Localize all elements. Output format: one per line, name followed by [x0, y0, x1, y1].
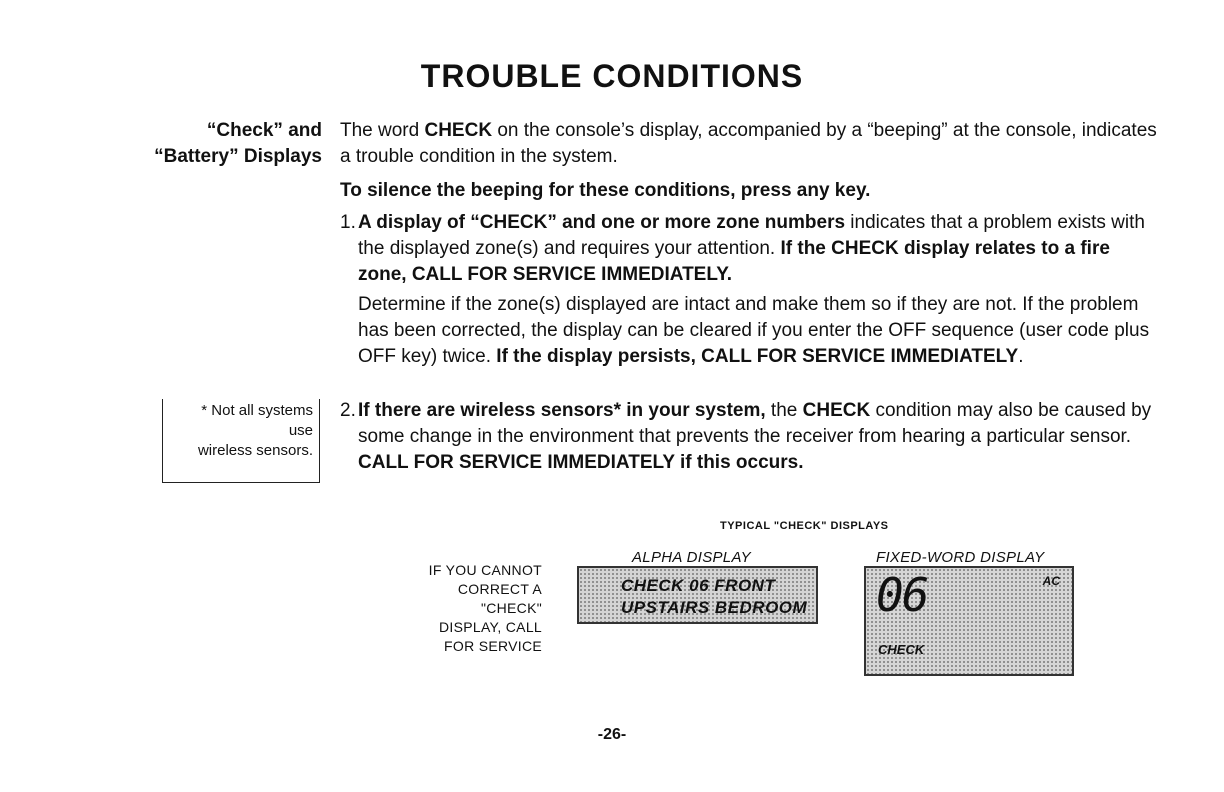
alpha-display-line-2: UPSTAIRS BEDROOM: [621, 598, 808, 617]
item2-bold-2: CHECK: [802, 400, 871, 421]
list-item-1-paragraph-2: [340, 292, 1162, 370]
footnote-line-2: use: [288, 422, 313, 439]
fixed-word-display-label: FIXED-WORD DISPLAY: [876, 549, 1045, 566]
page-title: TROUBLE CONDITIONS: [420, 58, 804, 94]
item1-p2-text-1: Determine if the zone(s) displayed are intact and make them so if they are not. If the problem has been corrected, the display can be cleared if you enter the OFF sequence (user code plus OFF key) twice.: [358, 294, 1150, 367]
cannot-correct-line-3: "CHECK": [480, 600, 542, 616]
list-item-1: [340, 210, 1162, 288]
section-heading: [90, 118, 322, 170]
item1-p2-bold: If the display persists, CALL FOR SERVICE IMMEDIATELY: [496, 346, 1019, 367]
item1-bold-1: A display of “CHECK” and one or more zone numbers: [358, 212, 846, 233]
footnote-line-1: * Not all systems: [201, 402, 313, 419]
intro-text-1: The word: [340, 120, 425, 141]
item2-text-1: the: [765, 400, 803, 421]
list-item-1-number: 1.: [340, 212, 356, 233]
fixed-display-check-indicator: CHECK: [878, 642, 925, 657]
intro-bold-check: CHECK: [424, 120, 493, 141]
section-heading-line-2: “Battery” Displays: [154, 146, 322, 167]
item1-text-1: indicates that a problem exists with the displayed zone(s) and requires your attention.: [358, 212, 1145, 259]
cannot-correct-line-5: FOR SERVICE: [444, 638, 542, 654]
silence-instruction: To silence the beeping for these conditions, press any key.: [340, 180, 871, 201]
list-item-2: [340, 398, 1162, 476]
item2-bold-3: CALL FOR SERVICE IMMEDIATELY if this occurs.: [358, 452, 804, 473]
footnote-box: [162, 399, 320, 483]
typical-displays-heading: TYPICAL "CHECK" DISPLAYS: [720, 520, 889, 532]
cannot-correct-line-2: CORRECT A: [457, 581, 542, 597]
item2-bold-1: If there are wireless sensors* in your system,: [358, 400, 766, 421]
footnote-line-3: wireless sensors.: [197, 442, 313, 459]
fixed-display-zone-number: 06: [876, 568, 928, 622]
list-item-1-continuation: [340, 292, 1162, 370]
intro-paragraph: [340, 118, 1162, 170]
list-item-2-number: 2.: [340, 400, 356, 421]
cannot-correct-line-1: IF YOU CANNOT: [428, 562, 542, 578]
item2-text-2: condition may also be caused by some change in the environment that prevents the receiver from hearing a particular sensor.: [358, 400, 1152, 447]
fixed-word-display-panel: [864, 566, 1074, 676]
fixed-display-ac-indicator: AC: [1042, 574, 1060, 588]
alpha-display-panel: [577, 566, 818, 624]
list-item-1-paragraph: [340, 210, 1162, 288]
cannot-correct-note: [384, 561, 542, 656]
page-number: -26-: [597, 726, 627, 743]
item1-bold-2: If the CHECK display relates to a fire zone, CALL FOR SERVICE IMMEDIATELY.: [358, 238, 1110, 285]
list-item-2-paragraph: [340, 398, 1162, 476]
alpha-display-line-1: CHECK 06 FRONT: [621, 576, 776, 595]
intro-text-2: on the console’s display, accompanied by a “beeping” at the console, indicates a trouble condition in the system.: [340, 120, 1157, 167]
alpha-display-label: ALPHA DISPLAY: [632, 549, 751, 566]
cannot-correct-line-4: DISPLAY, CALL: [439, 619, 542, 635]
item1-p2-text-2: .: [1018, 346, 1024, 367]
section-heading-line-1: “Check” and: [206, 120, 322, 141]
